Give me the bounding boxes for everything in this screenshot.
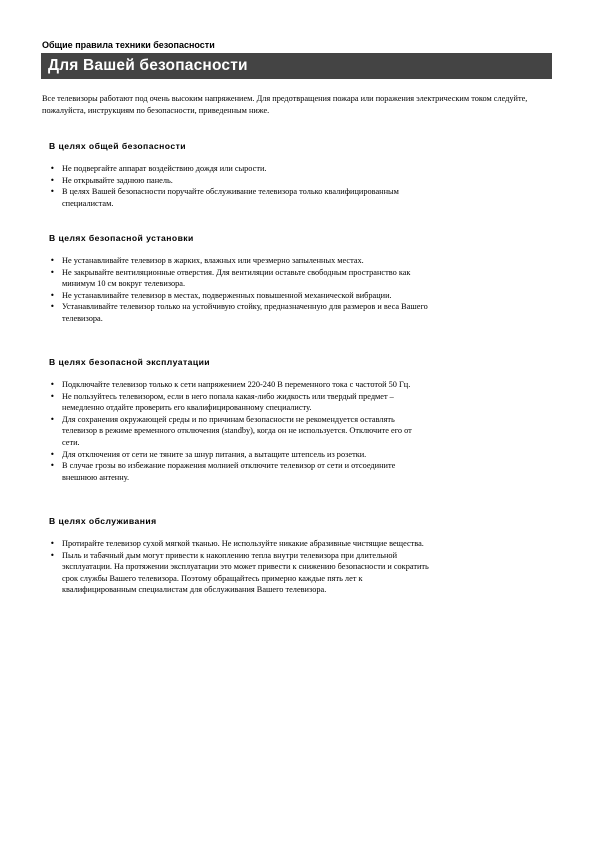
bullet-list [49, 255, 429, 325]
list-item [49, 449, 429, 461]
bullet-list [49, 379, 429, 483]
bullet-icon: • [50, 550, 55, 560]
list-item-text: Устанавливайте телевизор только на устойчивую стойку, предназначенную для размеров и веса Вашего телевизора. [62, 302, 428, 323]
section-maintenance [49, 516, 429, 596]
intro-paragraph: Все телевизоры работают под очень высоким напряжением. Для предотвращения пожара или поражения электрическим током следуйте, пожалуйста, инструкциям по безопасности, приведенным ниже. [42, 94, 528, 115]
list-item-text: Протирайте телевизор сухой мягкой тканью. Не используйте никакие абразивные чистящие вещества. [62, 539, 424, 548]
bullet-icon: • [50, 290, 55, 300]
bullet-icon: • [50, 539, 55, 548]
bullet-icon: • [50, 391, 55, 401]
list-item [49, 391, 429, 414]
list-item [49, 267, 429, 290]
list-item-text: Не устанавливайте телевизор в жарких, влажных или чрезмерно запыленных местах. [62, 256, 364, 265]
list-item-text: Не подвергайте аппарат воздействию дождя или сырости. [62, 164, 267, 173]
list-item [49, 186, 429, 209]
section-safe-installation [49, 233, 429, 325]
section-safe-operation [49, 357, 429, 483]
bullet-icon: • [50, 461, 55, 471]
bullet-icon: • [50, 449, 55, 459]
title-banner [41, 53, 552, 79]
list-item-text: Для отключения от сети не тяните за шнур питания, а вытащите штепсель из розетки. [62, 449, 367, 459]
bullet-icon: • [50, 302, 55, 312]
list-item [49, 414, 429, 449]
list-item [49, 301, 429, 324]
list-item [49, 538, 429, 550]
list-item-text: Пыль и табачный дым могут привести к накоплению тепла внутри телевизора при длительной эксплуатации. На протяжении эксплуатации это может привести к снижению безопасности и сократить срок службы Вашего телевизора. Поэтому обращайтесь примерно каждые пять лет к квалифицированным специалистам для обслуживания Вашего телевизора. [62, 550, 429, 595]
bullet-list [49, 538, 429, 596]
bullet-icon: • [50, 380, 55, 389]
section-heading: В целях безопасной установки [49, 233, 194, 243]
list-item-text: В целях Вашей безопасности поручайте обслуживание телевизора только квалифицированным специалистам. [62, 187, 399, 208]
page-title: Для Вашей безопасности [48, 57, 248, 74]
bullet-icon: • [50, 164, 55, 173]
list-item-text: Не закрывайте вентиляционные отверстия. Для вентиляции оставьте свободным пространство как минимум 10 см вокруг телевизора. [62, 267, 411, 289]
list-item [49, 379, 429, 391]
bullet-list [49, 163, 429, 209]
section-heading: В целях общей безопасности [49, 141, 186, 151]
section-general-safety [49, 141, 429, 209]
list-item [49, 290, 429, 302]
list-item-text: Для сохранения окружающей среды и по причинам безопасности не рекомендуется оставлять телевизор в режиме временного отключения (standby), когда он не используется. Отключите его от сети. [62, 414, 412, 447]
list-item-text: Не пользуйтесь телевизором, если в него попала какая-либо жидкость или твердый предмет – немедленно отдайте проверить его квалифицированному специалисту. [62, 391, 394, 413]
list-item [49, 550, 429, 596]
bullet-icon: • [50, 414, 55, 424]
list-item-text: Не устанавливайте телевизор в местах, подверженных повышенной механической вибрации. [62, 290, 392, 300]
list-item [49, 460, 429, 483]
section-heading: В целях обслуживания [49, 516, 157, 526]
bullet-icon: • [50, 267, 55, 277]
list-item [49, 163, 429, 175]
section-heading: В целях безопасной эксплуатации [49, 357, 211, 367]
list-item [49, 255, 429, 267]
list-item-text: Не открывайте заднюю панель. [62, 175, 173, 185]
bullet-icon: • [50, 187, 55, 197]
list-item-text: Подключайте телевизор только к сети напряжением 220-240 В переменного тока с частотой 50 Гц. [62, 380, 411, 389]
bullet-icon: • [50, 175, 55, 185]
list-item-text: В случае грозы во избежание поражения молнией отключите телевизор от сети и отсоедините внешнюю антенну. [62, 461, 396, 482]
list-item [49, 175, 429, 187]
running-header: Общие правила техники безопасности [42, 40, 215, 50]
bullet-icon: • [50, 256, 55, 265]
